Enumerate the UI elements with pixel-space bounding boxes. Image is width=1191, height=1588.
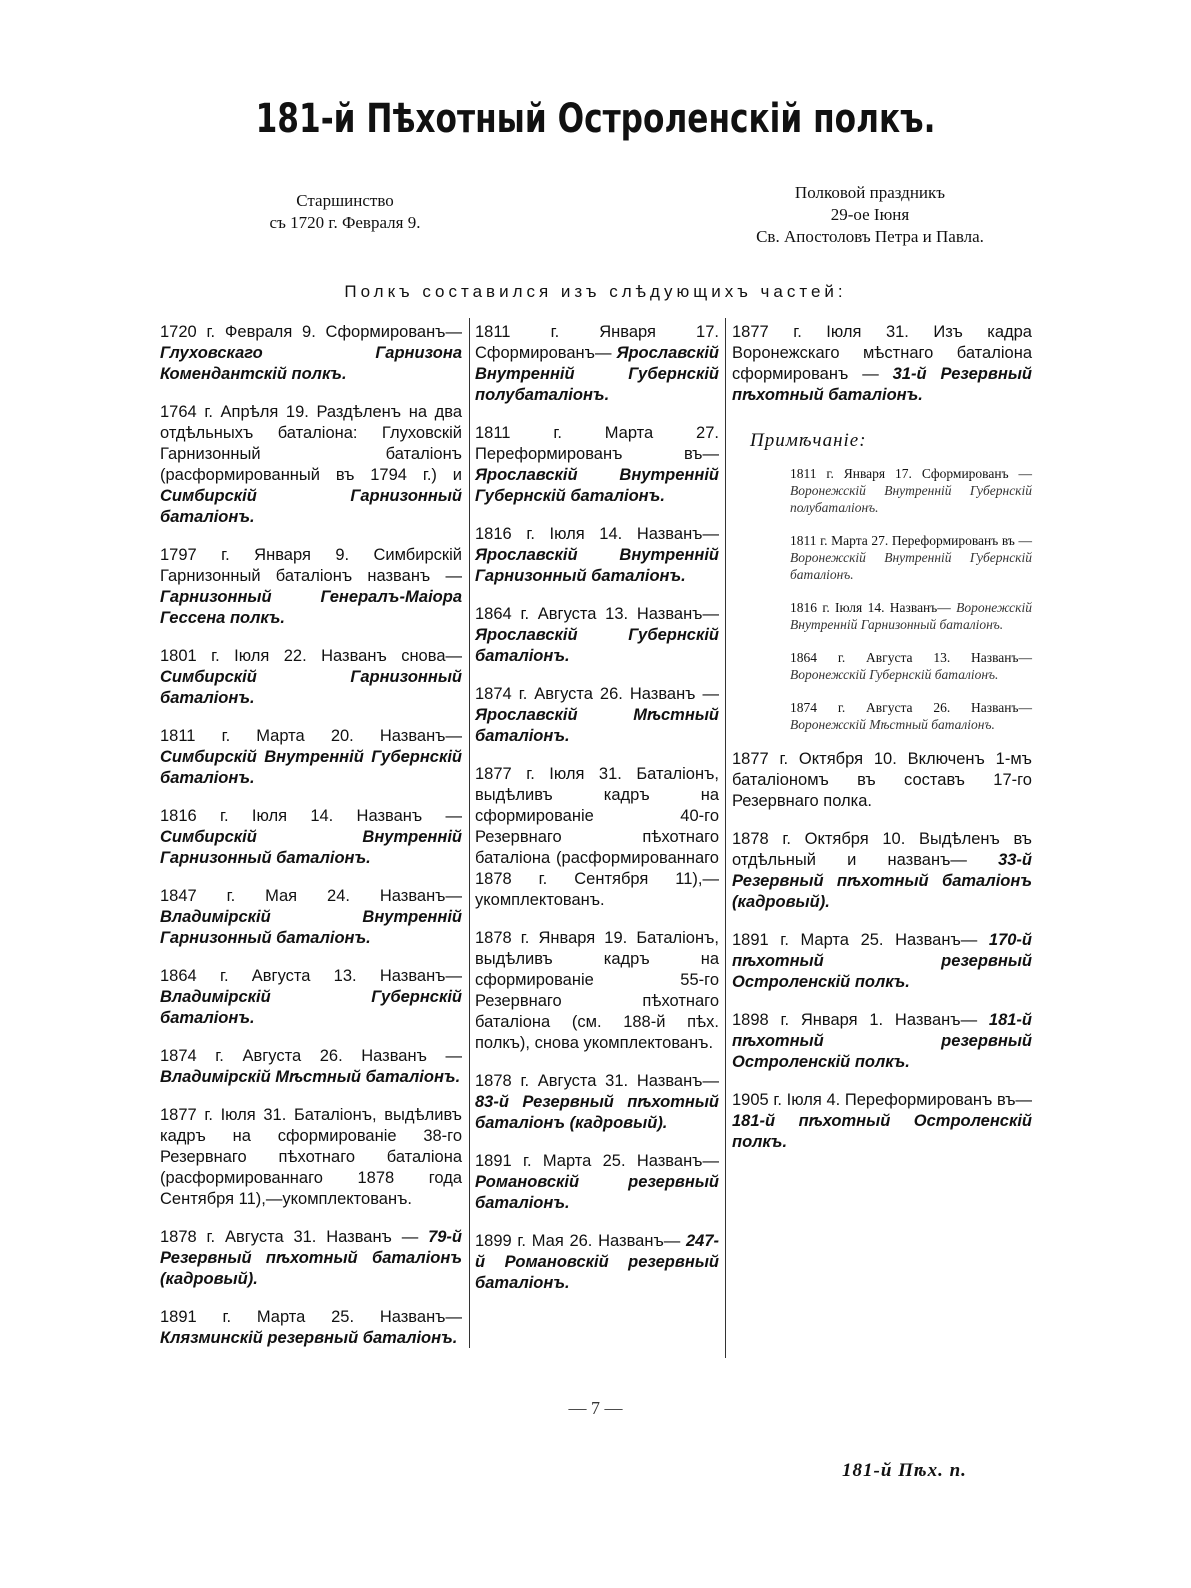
entry-text: 1864 г. Августа 13. Названъ— xyxy=(790,650,1032,665)
unit-name: Симбирскій Внутренній Гарнизонный баталіонъ. xyxy=(160,828,462,867)
seniority-block xyxy=(230,190,460,234)
history-entry xyxy=(475,604,719,667)
unit-name: Воронежскій Внутренній Гарнизонный баталіонъ. xyxy=(790,600,1032,632)
column-divider xyxy=(469,318,470,1348)
unit-name: Ярославскій Губернскій баталіонъ. xyxy=(475,626,719,665)
unit-name: Ярославскій Внутренній Губернскій полубаталіонъ. xyxy=(475,344,719,404)
unit-name: Воронежскій Мѣстный баталіонъ. xyxy=(790,717,995,732)
unit-name: Владимірскій Внутренній Гарнизонный баталіонъ. xyxy=(160,908,462,947)
unit-name: 170-й пѣхотный резервный Остроленскій полкъ. xyxy=(732,931,1032,991)
unit-name: Симбирскій Гарнизонный баталіонъ. xyxy=(160,668,462,707)
history-entry xyxy=(160,966,462,1029)
history-entry xyxy=(475,1071,719,1134)
history-entry xyxy=(160,1105,462,1210)
entry-text: 1878 г. Августа 31. Названъ— xyxy=(475,1072,719,1090)
note-entry xyxy=(790,599,1032,633)
entry-text: 1878 г. Августа 31. Названъ — xyxy=(160,1228,419,1246)
unit-name: 181-й пѣхотный Остроленскій полкъ. xyxy=(732,1112,1032,1151)
unit-name: 31-й Резервный пѣхотный баталіонъ. xyxy=(732,365,1032,404)
unit-name: Воронежскій Губернскій баталіонъ. xyxy=(790,667,999,682)
history-entry xyxy=(732,749,1032,812)
history-entry xyxy=(160,886,462,949)
entry-text: 1811 г. Января 17. Сформированъ— xyxy=(475,323,719,362)
seniority-date: съ 1720 г. Февраля 9. xyxy=(269,213,421,232)
unit-name: Романовскій резервный баталіонъ. xyxy=(475,1173,719,1212)
note-entry xyxy=(790,699,1032,733)
unit-name: Гарнизонный Генералъ-Маіора Гессена полкъ. xyxy=(160,588,462,627)
unit-name: Симбирскій Гарнизонный баталіонъ. xyxy=(160,487,462,526)
unit-name: Владимірскій Губернскій баталіонъ. xyxy=(160,988,462,1027)
entry-text: 1801 г. Іюля 22. Названъ снова— xyxy=(160,647,462,665)
entry-text: 1811 г. Января 17. Сформированъ — xyxy=(790,466,1032,481)
unit-name: Воронежскій Внутренній Губернскій баталіонъ. xyxy=(790,550,1032,582)
history-entry xyxy=(160,1227,462,1290)
note-entry xyxy=(790,465,1032,516)
entry-text: 1864 г. Августа 13. Названъ— xyxy=(475,605,719,623)
entry-text: 1864 г. Августа 13. Названъ— xyxy=(160,967,462,985)
page-footer: 181-й Пѣх. п. xyxy=(842,1460,967,1481)
history-entry xyxy=(475,684,719,747)
entry-text: 1899 г. Мая 26. Названъ— xyxy=(475,1232,681,1250)
holiday-saints: Св. Апостоловъ Петра и Павла. xyxy=(756,227,984,246)
entry-text: 1874 г. Августа 26. Названъ — xyxy=(475,685,719,703)
unit-name: Ярославскій Внутренній Гарнизонный баталіонъ. xyxy=(475,546,719,585)
holiday-date: 29-ое Іюня xyxy=(830,205,910,224)
entry-text: 1877 г. Октября 10. Включенъ 1-мъ баталіономъ въ составъ 17-го Резервнаго полка. xyxy=(732,750,1032,810)
page-title: 181-й Пѣхотный Остроленскій полкъ. xyxy=(255,96,936,142)
history-entry xyxy=(732,1010,1032,1073)
entry-text: 1877 г. Іюля 31. Баталіонъ, выдѣливъ кадръ на сформированіе 38-го Резервнаго пѣхотнаго баталіона (расформированнаго 1878 года Сентября 11),—укомплектованъ. xyxy=(160,1106,462,1208)
entry-text: 1878 г. Января 19. Баталіонъ, выдѣливъ кадръ на сформированіе 55-го Резервнаго пѣхотнаго баталіона (см. 188-й пѣх. полкъ), снова укомплектованъ. xyxy=(475,929,719,1052)
history-entry xyxy=(160,1046,462,1088)
unit-name: Ярославскій Мѣстный баталіонъ. xyxy=(475,706,719,745)
entry-text: 1891 г. Марта 25. Названъ— xyxy=(732,931,978,949)
entry-text: 1878 г. Октября 10. Выдѣленъ въ отдѣльный и названъ— xyxy=(732,830,1032,869)
entry-text: 1874 г. Августа 26. Названъ — xyxy=(160,1047,462,1065)
unit-name: Владимірскій Мѣстный баталіонъ. xyxy=(160,1068,461,1086)
column-2 xyxy=(475,322,719,1311)
note-header: Примѣчаніе: xyxy=(750,430,867,451)
history-entry xyxy=(732,930,1032,993)
history-entry xyxy=(475,423,719,507)
history-entry xyxy=(475,524,719,587)
unit-name: 247-й Романовскій резервный баталіонъ. xyxy=(475,1232,720,1292)
history-entry xyxy=(475,1151,719,1214)
history-entry xyxy=(160,646,462,709)
unit-name: Ярославскій Внутренній Губернскій баталіонъ. xyxy=(475,466,719,505)
history-entry xyxy=(160,726,462,789)
history-entry xyxy=(475,1231,719,1294)
history-entry xyxy=(160,1307,462,1349)
unit-name: 83-й Резервный пѣхотный баталіонъ (кадровый). xyxy=(475,1093,719,1132)
history-entry xyxy=(160,545,462,629)
column-divider xyxy=(725,318,726,1358)
entry-text: 1891 г. Марта 25. Названъ— xyxy=(475,1152,719,1170)
seniority-label: Старшинство xyxy=(296,191,394,210)
column-3 xyxy=(732,322,1032,1170)
entry-text: 1816 г. Іюля 14. Названъ— xyxy=(475,525,719,543)
unit-name: 181-й пѣхотный резервный Остроленскій полкъ. xyxy=(732,1011,1032,1071)
unit-name: Симбирскій Внутренній Губернскій баталіонъ. xyxy=(160,748,462,787)
history-entry xyxy=(160,402,462,528)
entry-text: 1811 г. Марта 20. Названъ— xyxy=(160,727,462,745)
entry-text: 1847 г. Мая 24. Названъ— xyxy=(160,887,462,905)
history-entry xyxy=(475,322,719,406)
unit-name: 79-й Резервный пѣхотный баталіонъ (кадровый). xyxy=(160,1228,462,1288)
history-entry xyxy=(475,764,719,911)
history-entry xyxy=(732,1090,1032,1153)
page-number: — 7 — xyxy=(568,1398,623,1418)
note-entry xyxy=(790,649,1032,683)
column-1 xyxy=(160,322,462,1366)
entry-text: 1816 г. Іюля 14. Названъ— xyxy=(790,600,951,615)
entry-text: 1811 г. Марта 27. Переформированъ въ— xyxy=(475,424,719,463)
entry-text: 1874 г. Августа 26. Названъ— xyxy=(790,700,1032,715)
entry-text: 1797 г. Января 9. Симбирскій Гарнизонный баталіонъ названъ — xyxy=(160,546,462,585)
unit-name: Клязминскій резервный баталіонъ. xyxy=(160,1329,458,1347)
entry-text: 1905 г. Іюля 4. Переформированъ въ— xyxy=(732,1091,1032,1109)
holiday-label: Полковой праздникъ xyxy=(794,183,946,202)
entry-text: 1720 г. Февраля 9. Сформированъ— xyxy=(160,323,462,341)
unit-name: Глуховскаго Гарнизона Комендантскій полкъ. xyxy=(160,344,462,383)
entry-text: 1811 г. Марта 27. Переформированъ въ — xyxy=(790,533,1032,548)
regimental-holiday-block xyxy=(720,182,1020,248)
entry-text: 1764 г. Апрѣля 19. Раздѣленъ на два отдѣльныхъ баталіона: Глуховскій Гарнизонный баталіонъ (расформированный въ 1794 г.) и xyxy=(160,403,462,484)
entry-text: 1816 г. Іюля 14. Названъ — xyxy=(160,807,462,825)
history-entry xyxy=(732,829,1032,913)
entry-text: 1877 г. Іюля 31. Изъ кадра Воронежскаго мѣстнаго баталіона сформированъ — xyxy=(732,323,1032,383)
history-entry xyxy=(160,806,462,869)
history-entry xyxy=(475,928,719,1054)
entry-text: 1877 г. Іюля 31. Баталіонъ, выдѣливъ кадръ на сформированіе 40-го Резервнаго пѣхотнаго баталіона (расформированнаго 1878 г. Сентября 11),—укомплектованъ. xyxy=(475,765,719,909)
unit-name: Воронежскій Внутренній Губернскій полубаталіонъ. xyxy=(790,483,1032,515)
unit-name: 33-й Резервный пѣхотный баталіонъ (кадровый). xyxy=(732,851,1032,911)
entry-text: 1898 г. Января 1. Названъ— xyxy=(732,1011,978,1029)
entry-text: 1891 г. Марта 25. Названъ— xyxy=(160,1308,462,1326)
history-entry xyxy=(160,322,462,385)
history-entry xyxy=(732,322,1032,406)
section-subtitle: Полкъ составился изъ слѣдующихъ частей: xyxy=(344,282,847,301)
note-entry xyxy=(790,532,1032,583)
